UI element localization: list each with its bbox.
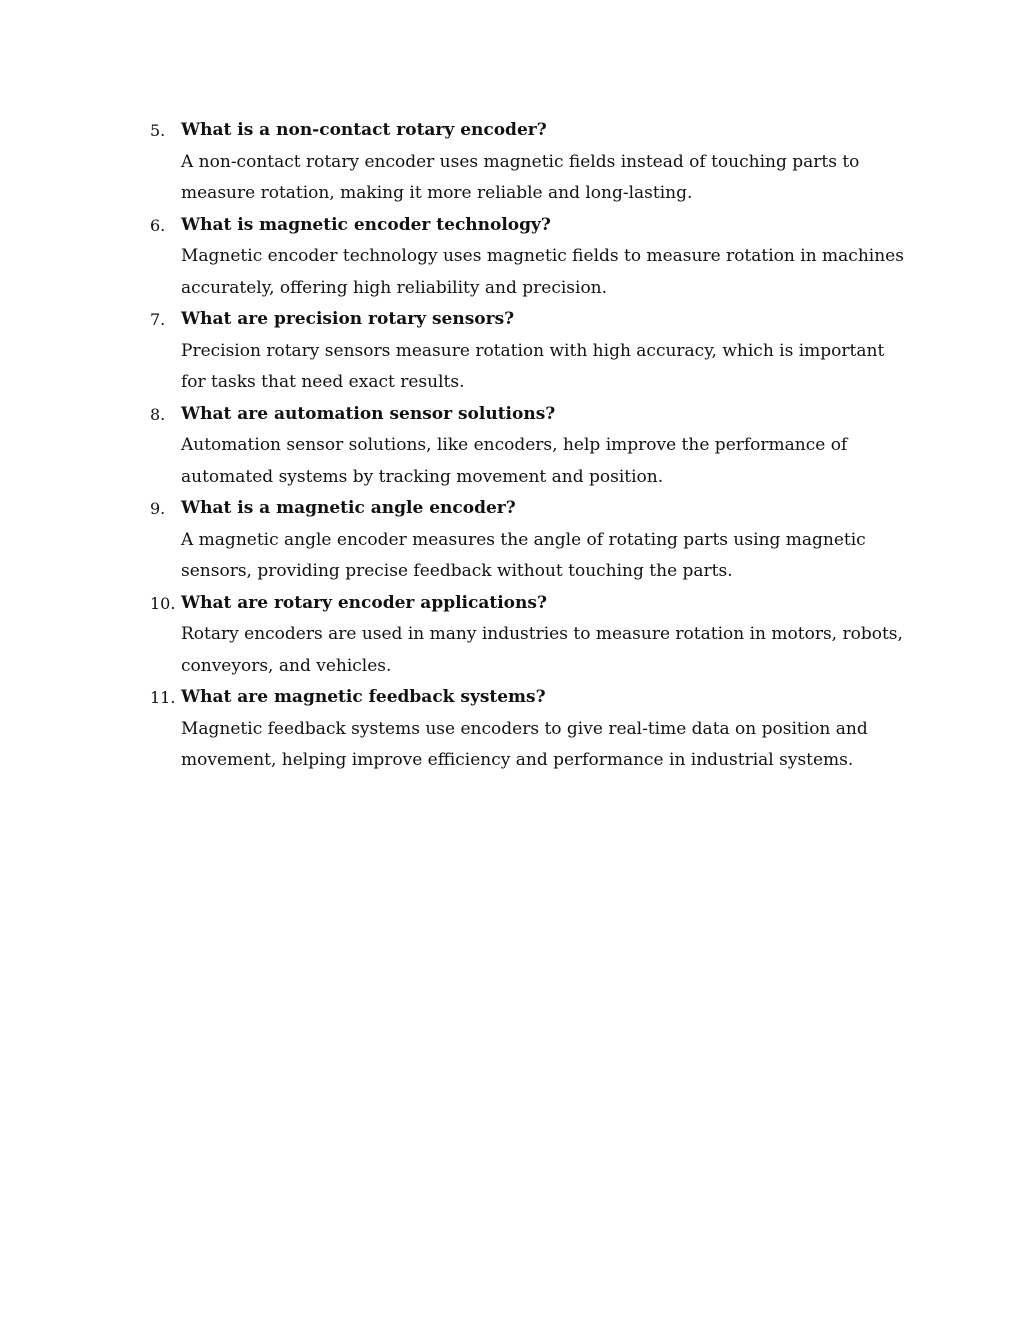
faq-answer: Rotary encoders are used in many industries to measure rotation in motors, robots, conveyors, and vehicles.	[181, 624, 903, 676]
faq-answer: Precision rotary sensors measure rotation with high accuracy, which is important for tasks that need exact results.	[181, 340, 885, 392]
faq-item	[150, 399, 910, 494]
faq-item-number: 9.	[150, 499, 166, 518]
faq-answer: Magnetic encoder technology uses magnetic fields to measure rotation in machines accurately, offering high reliability and precision.	[181, 246, 904, 298]
faq-item	[150, 493, 910, 588]
faq-answer: Automation sensor solutions, like encoders, help improve the performance of automated systems by tracking movement and position.	[181, 435, 848, 487]
faq-answer: A non-contact rotary encoder uses magnetic fields instead of touching parts to measure rotation, making it more reliable and long-lasting.	[181, 151, 860, 203]
faq-question: What is magnetic encoder technology?	[181, 214, 551, 235]
faq-answer: Magnetic feedback systems use encoders to give real-time data on position and movement, helping improve efficiency and performance in industrial systems.	[181, 718, 868, 770]
faq-question: What are magnetic feedback systems?	[181, 687, 546, 707]
faq-question: What are precision rotary sensors?	[181, 309, 515, 329]
faq-answer: A magnetic angle encoder measures the angle of rotating parts using magnetic sensors, providing precise feedback without touching the parts.	[181, 529, 866, 581]
faq-item-number: 7.	[150, 310, 166, 329]
faq-question: What are automation sensor solutions?	[181, 403, 556, 424]
faq-question: What are rotary encoder applications?	[181, 592, 547, 613]
faq-item	[150, 588, 910, 683]
faq-item-number: 11.	[150, 688, 176, 707]
faq-item	[150, 115, 910, 210]
faq-item-number: 10.	[150, 593, 176, 613]
faq-item	[150, 682, 910, 777]
faq-item-number: 5.	[150, 121, 166, 140]
faq-list	[150, 115, 910, 777]
faq-item-number: 6.	[150, 215, 166, 235]
faq-question: What is a magnetic angle encoder?	[181, 498, 516, 518]
faq-question: What is a non-contact rotary encoder?	[181, 120, 547, 140]
faq-item	[150, 210, 910, 305]
faq-item-number: 8.	[150, 404, 166, 424]
faq-item	[150, 304, 910, 399]
